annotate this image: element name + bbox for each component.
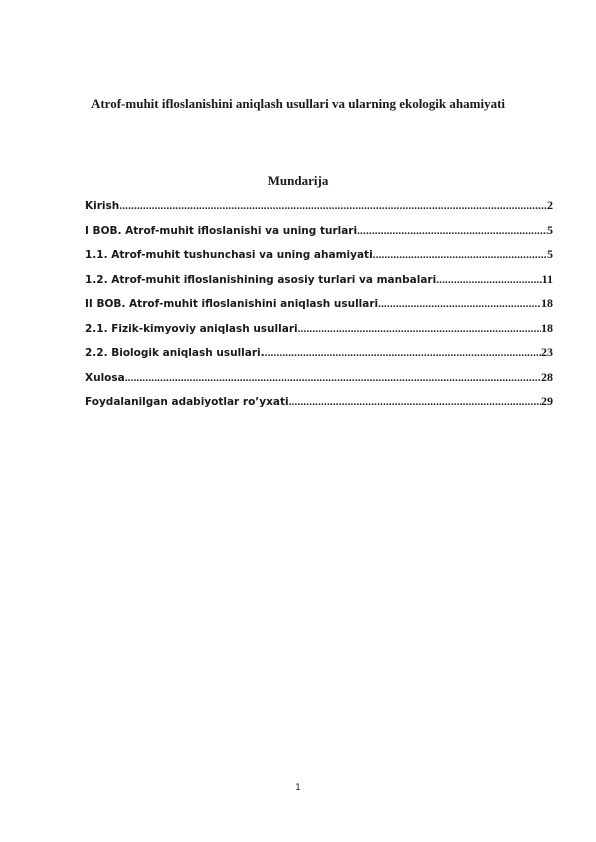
toc-entry-label: Kirish (85, 200, 120, 212)
toc-heading: Mundarija (267, 173, 329, 188)
toc-entry-page: 23 (541, 345, 553, 359)
toc-entry[interactable] (85, 321, 553, 346)
toc-entry-label: Xulosa (85, 371, 125, 384)
toc-entry[interactable] (85, 198, 553, 223)
toc-dot-leader (125, 372, 541, 384)
toc-entry[interactable] (85, 296, 553, 321)
toc-dot-leader (378, 298, 541, 310)
toc-entry[interactable] (85, 345, 553, 370)
toc-entry-page: 28 (541, 369, 553, 384)
toc-dot-leader (357, 225, 547, 237)
toc-entry-label: Foydalanilgan adabiyotlar ro’yxati (85, 396, 289, 408)
toc-entry[interactable] (85, 223, 553, 248)
toc-entry-page: 18 (541, 320, 553, 335)
toc-entry[interactable] (85, 272, 553, 297)
toc-entry-label: 1.1. Atrof-muhit tushunchasi va uning ahamiyati (85, 249, 373, 261)
toc-entry-page: 5 (547, 247, 553, 261)
toc-entry-label: II BOB. Atrof-muhit ifloslanishini aniqlash usullari (85, 298, 379, 310)
toc-entry-label: 2.1. Fizik-kimyoviy aniqlash usullari (85, 322, 298, 335)
toc-entry-page: 2 (547, 198, 553, 212)
document-title: Atrof-muhit ifloslanishini aniqlash usullari va ularning ekologik ahamiyati (90, 96, 506, 111)
toc-dot-leader (298, 323, 541, 335)
toc-entry-label: 2.2. Biologik aniqlash usullari. (85, 347, 265, 359)
toc-dot-leader (436, 274, 541, 286)
toc-dot-leader (119, 200, 547, 212)
toc-entry[interactable] (85, 394, 553, 419)
page-number: 1 (295, 783, 301, 793)
toc-dot-leader (265, 347, 541, 359)
toc-entry-page: 29 (541, 394, 553, 408)
toc-entry-page: 5 (547, 222, 553, 237)
toc-dot-leader (373, 249, 547, 261)
toc-dot-leader (289, 396, 541, 408)
toc-entry-page: 11 (541, 271, 553, 286)
toc-entry[interactable] (85, 370, 553, 395)
table-of-contents (85, 198, 553, 419)
toc-entry-label: I BOB. Atrof-muhit ifloslanishi va uning turlari (85, 224, 358, 237)
toc-entry[interactable] (85, 247, 553, 272)
toc-entry-page: 18 (541, 296, 553, 310)
toc-entry-label: 1.2. Atrof-muhit ifloslanishining asosiy turlari va manbalari (85, 273, 437, 286)
